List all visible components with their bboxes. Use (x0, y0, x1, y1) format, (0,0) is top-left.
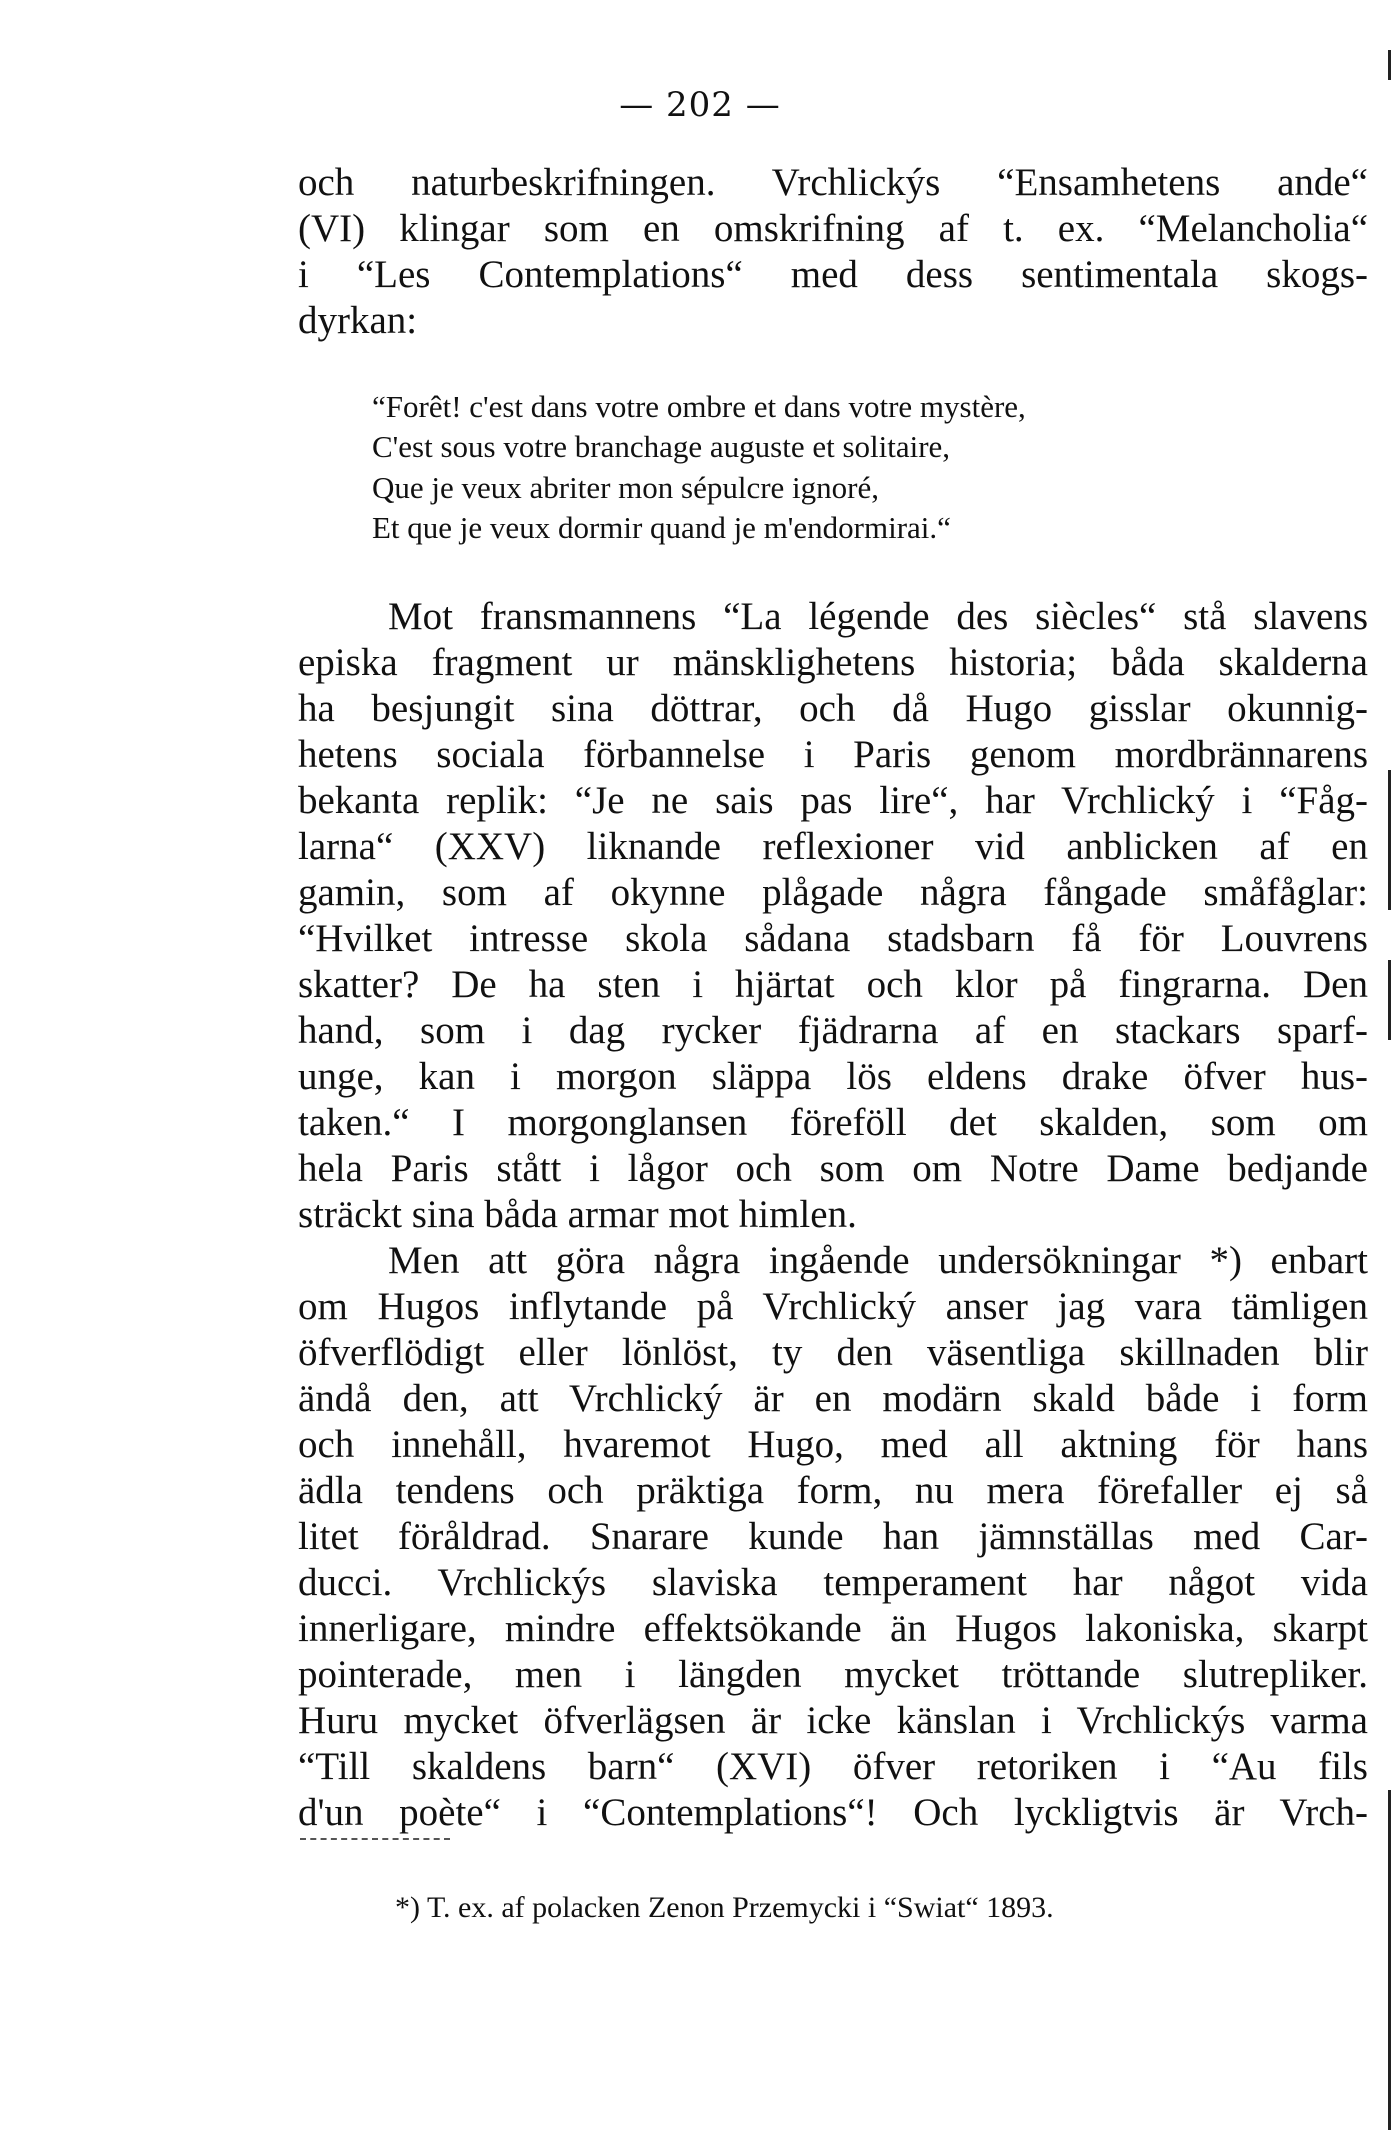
text-line: och naturbeskrifningen. Vrchlickýs “Ensamhetens ande“ (298, 161, 1368, 204)
text-line: Men att göra några ingående undersökningar *) enbart (388, 1239, 1368, 1282)
text-line: “Hvilket intresse skola sådana stadsbarn få för Louvrens (298, 917, 1368, 960)
scan-edge-mark (1388, 1790, 1391, 2130)
text-line: dyrkan: (298, 299, 418, 342)
text-line: om Hugos inflytande på Vrchlický anser jag vara tämligen (298, 1285, 1368, 1328)
footnote-divider (300, 1838, 450, 1840)
text-line: bekanta replik: “Je ne sais pas lire“, har Vrchlický i “Fåg- (298, 779, 1368, 822)
text-line: unge, kan i morgon släppa lös eldens drake öfver hus- (298, 1055, 1368, 1098)
text-line: ändå den, att Vrchlický är en modärn skald både i form (298, 1377, 1368, 1420)
text-line: “Till skaldens barn“ (XVI) öfver retoriken i “Au fils (298, 1745, 1368, 1788)
poem-line: C'est sous votre branchage auguste et solitaire, (372, 429, 951, 464)
text-line: (VI) klingar som en omskrifning af t. ex. “Melancholia“ (298, 207, 1368, 250)
text-line: ha besjungit sina döttrar, och då Hugo gisslar okunnig- (298, 687, 1368, 730)
poem-line: “Forêt! c'est dans votre ombre et dans votre mystère, (372, 389, 1026, 424)
poem-line: Que je veux abriter mon sépulcre ignoré, (372, 470, 880, 505)
text-line: i “Les Contemplations“ med dess sentimentala skogs- (298, 253, 1368, 296)
text-line: innerligare, mindre effektsökande än Hugos lakoniska, skarpt (298, 1607, 1368, 1650)
poem-line: Et que je veux dormir quand je m'endormirai.“ (372, 510, 951, 545)
text-line: hetens sociala förbannelse i Paris genom mordbrännarens (298, 733, 1368, 776)
text-line: episka fragment ur mänsklighetens historia; båda skalderna (298, 641, 1368, 684)
text-line: larna“ (XXV) liknande reflexioner vid anblicken af en (298, 825, 1368, 868)
scan-edge-mark (1388, 50, 1391, 80)
text-line: Mot fransmannens “La légende des siècles“ stå slavens (388, 595, 1368, 638)
text-line: d'un poète“ i “Contemplations“! Och lyckligtvis är Vrch- (298, 1791, 1368, 1834)
text-line: taken.“ I morgonglansen föreföll det skalden, som om (298, 1101, 1368, 1144)
text-line: ducci. Vrchlickýs slaviska temperament har något vida (298, 1561, 1368, 1604)
text-line: gamin, som af okynne plågade några fångade småfåglar: (298, 871, 1368, 914)
text-line: pointerade, men i längden mycket tröttande slutrepliker. (298, 1653, 1368, 1696)
footnote: *) T. ex. af polacken Zenon Przemycki i “Swiat“ 1893. (395, 1891, 1054, 1924)
scan-edge-mark (1388, 770, 1391, 910)
text-line: sträckt sina båda armar mot himlen. (298, 1193, 857, 1236)
text-line: hela Paris stått i lågor och som om Notre Dame bedjande (298, 1147, 1368, 1190)
scan-edge-mark (1388, 960, 1391, 1040)
text-line: hand, som i dag rycker fjädrarna af en stackars sparf- (298, 1009, 1368, 1052)
text-line: ädla tendens och präktiga form, nu mera förefaller ej så (298, 1469, 1368, 1512)
text-line: och innehåll, hvaremot Hugo, med all aktning för hans (298, 1423, 1368, 1466)
text-line: skatter? De ha sten i hjärtat och klor på fingrarna. Den (298, 963, 1368, 1006)
text-line: litet föråldrad. Snarare kunde han jämnställas med Car- (298, 1515, 1368, 1558)
text-line: öfverflödigt eller lönlöst, ty den väsentliga skillnaden blir (298, 1331, 1368, 1374)
text-line: Huru mycket öfverlägsen är icke känslan i Vrchlickýs varma (298, 1699, 1368, 1742)
page-number: — 202 — (619, 85, 781, 125)
